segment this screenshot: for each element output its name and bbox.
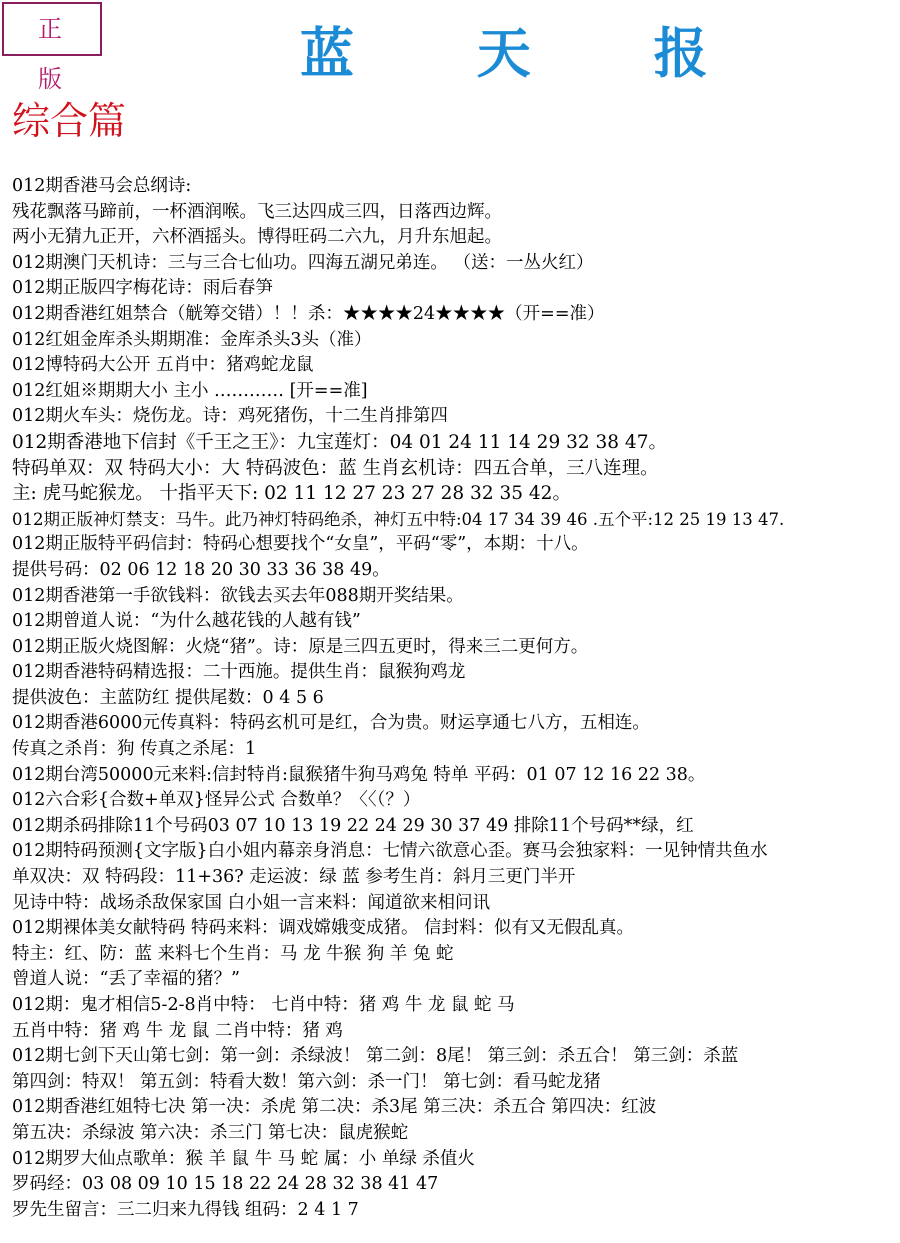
text-line: 罗先生留言：三二归来九得钱 组码：2 4 1 7: [12, 1199, 359, 1220]
text-line: 012期火车头：烧伤龙。诗：鸡死猪伤，十二生肖排第四: [12, 406, 448, 427]
text-line: 012期香港地下信封《千王之王》：九宝莲灯：04 01 24 11 14 29 32 38 47。: [12, 431, 667, 453]
text-line: 第五决：杀绿波 第六决：杀三门 第七决：鼠虎猴蛇: [12, 1122, 409, 1143]
text-line: 012期正版神灯禁支：马牛。此乃神灯特码绝杀，神灯五中特:04 17 34 39 46 .五个平:12 25 19 13 47.: [12, 509, 785, 529]
text-line: 提供波色：主蓝防红 提供尾数：0 4 5 6: [12, 687, 324, 708]
text-line: 012期香港红姐特七决 第一决：杀虎 第二决：杀3尾 第三决：杀五合 第四决：红波: [12, 1097, 657, 1118]
text-line: 012期正版特平码信封：特码心想要找个“女皇”，平码“零”，本期：十八。: [12, 534, 589, 555]
text-line: 012期香港第一手欲钱料：欲钱去买去年088期开奖结果。: [12, 585, 464, 606]
text-line: 012期正版四字梅花诗：雨后春笋: [12, 278, 273, 299]
text-line: 单双决：双 特码段：11+36? 走运波：绿 蓝 参考生肖：斜月三更门半开: [12, 867, 576, 888]
text-line: 012期澳门天机诗：三与三合七仙功。四海五湖兄弟连。 （送：一丛火红）: [12, 252, 594, 273]
text-line: 012期七剑下天山第七剑：第一剑：杀绿波！ 第二剑：8尾！ 第三剑：杀五合！ 第三剑：杀蓝: [12, 1046, 739, 1067]
text-line: 特主：红、防：蓝 来料七个生肖：马 龙 牛猴 狗 羊 兔 蛇: [12, 943, 454, 964]
text-line: 012红姐金库杀头期期准：金库杀头3头（准）: [12, 329, 372, 350]
text-line: 曾道人说：“丢了幸福的猪？”: [12, 969, 240, 990]
text-line: 012期罗大仙点歌单：猴 羊 鼠 牛 马 蛇 属：小 单绿 杀值火: [12, 1148, 475, 1169]
text-line: 012期裸体美女献特码 特码来料：调戏嫦娥变成猪。 信封料：似有又无假乱真。: [12, 918, 635, 939]
text-line: 第四剑：特双！ 第五剑：特看大数！第六剑：杀一门！ 第七剑：看马蛇龙猪: [12, 1071, 601, 1092]
text-line: 012期香港6000元传真料：特码玄机可是红，合为贵。财运享通七八方，五相连。: [12, 713, 650, 734]
text-line: 012博特码大公开 五肖中：猪鸡蛇龙鼠: [12, 355, 314, 376]
text-line: 012期香港红姐禁合（觥筹交错）！！杀：★★★★24★★★★（开==准）: [12, 303, 605, 324]
text-line: 012期正版火烧图解：火烧“猪”。诗：原是三四五更时，得来三二更何方。: [12, 636, 589, 657]
content-lines: [12, 174, 898, 1223]
text-line: 012期曾道人说：“为什么越花钱的人越有钱”: [12, 611, 361, 632]
section-title: 综合篇: [12, 99, 127, 143]
text-line: 五肖中特：猪 鸡 牛 龙 鼠 二肖中特：猪 鸡: [12, 1020, 343, 1041]
authentic-badge: 正 版: [2, 2, 102, 56]
text-line: 主: 虎马蛇猴龙。 十指平天下: 02 11 12 27 23 27 28 32 35 42。: [12, 483, 571, 505]
text-line: 见诗中特：战场杀敌保家国 白小姐一言来料：闻道欲来相问讯: [12, 892, 491, 913]
text-line: 012期香港马会总纲诗:: [12, 176, 192, 196]
text-line: 012期香港特码精选报：二十西施。提供生肖：鼠猴狗鸡龙: [12, 662, 466, 683]
text-line: 特码单双：双 特码大小：大 特码波色：蓝 生肖玄机诗：四五合单，三八连理。: [12, 457, 659, 479]
text-line: 残花飘落马蹄前，一杯酒润喉。飞三达四成三四，日落西边辉。: [12, 201, 502, 222]
text-line: 罗码经：03 08 09 10 15 18 22 24 28 32 38 41 47: [12, 1174, 439, 1195]
text-line: 012期台湾50000元来料:信封特肖:鼠猴猪牛狗马鸡兔 特单 平码：01 07 12 16 22 38。: [12, 764, 706, 785]
text-line: 传真之杀肖：狗 传真之杀尾：1: [12, 739, 257, 760]
text-line: 012红姐※期期大小 主小 ………… [开==准]: [12, 380, 368, 401]
text-line: 012期杀码排除11个号码03 07 10 13 19 22 24 29 30 37 49 排除11个号码**绿，红: [12, 815, 694, 836]
text-line: 012期特码预测{文字版}白小姐内幕亲身消息：七情六欲意心歪。赛马会独家料：一见钟情共鱼水: [12, 841, 768, 862]
text-line: 两小无猜九正开，六杯酒摇头。博得旺码二六九，月升东旭起。: [12, 227, 502, 248]
text-line: 012期：鬼才相信5-2-8肖中特： 七肖中特：猪 鸡 牛 龙 鼠 蛇 马: [12, 995, 515, 1015]
text-line: 提供号码：02 06 12 18 20 30 33 36 38 49。: [12, 559, 390, 580]
text-line: 012六合彩{合数+单双}怪异公式 合数单？〈〈（？）: [12, 790, 421, 811]
page-title: 蓝 天 报: [300, 21, 760, 85]
